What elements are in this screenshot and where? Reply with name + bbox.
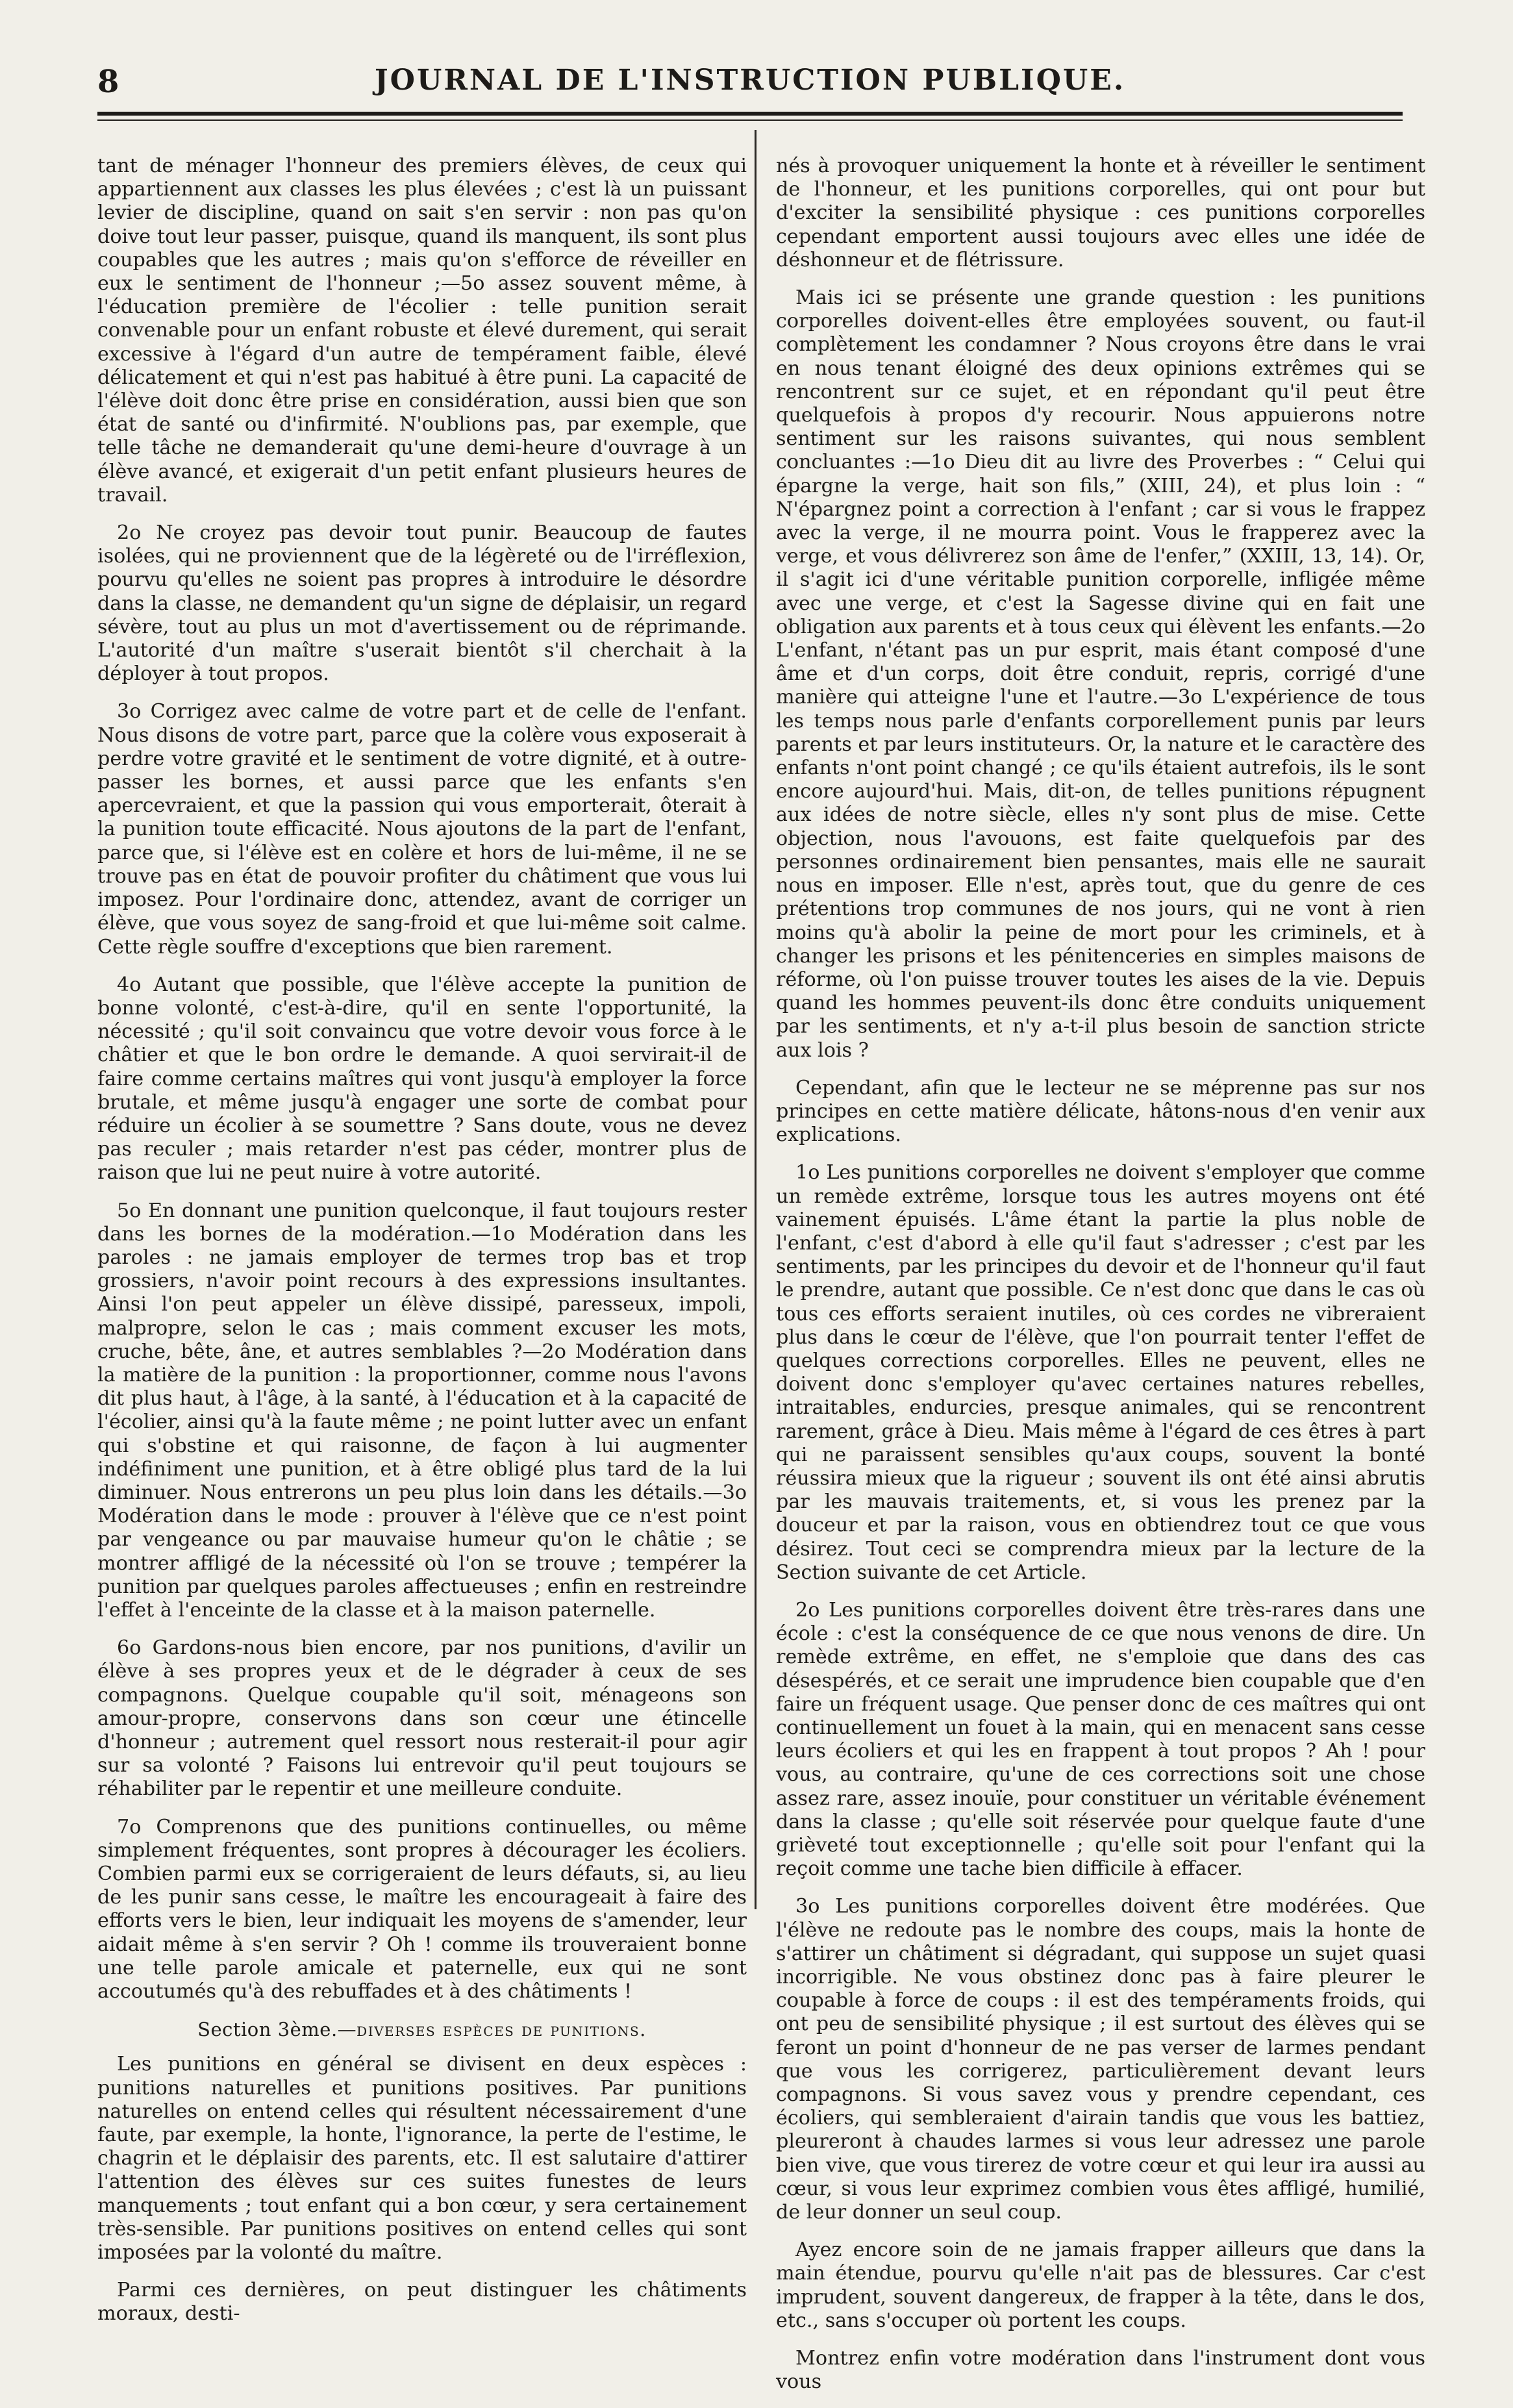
paragraph: 7o Comprenons que des punitions continuelles, ou même simplement fréquentes, sont propres à décourager les écoliers. Combien parmi eux se corrigeraient de leurs défauts, si, au lieu de les punir sans cesse, le maître les encourageait à faire des efforts vers le bien, leur indiquait les moyens de s'amender, leur aidait même à s'en servir ? Oh ! comme ils trouveraient bonne une telle parole amicale et paternelle, eux qui ne sont accoutumés qu'à des rebuffades et à des châtiments ! [97, 1815, 747, 2003]
paragraph: 3o Les punitions corporelles doivent être modérées. Que l'élève ne redoute pas le nombre des coups, mais la honte de s'attirer un châtiment si dégradant, qui suppose un sujet quasi incorrigible. Ne vous obstinez donc pas à faire pleurer le coupable à force de coups : il est des tempéraments froids, qui ont peu de sensibilité physique ; il est surtout des élèves qui se feront un point d'honneur de ne pas verser de larmes pendant que vous les corrigerez, particulièrement devant leurs compagnons. Si vous savez vous y prendre cependant, ces écoliers, qui sembleraient d'airain tandis que vous les battiez, pleureront à chaudes larmes si vous leur adressez une parole bien vive, que vous tirerez de votre cœur et qui leur ira aussi au cœur, si vous leur exprimez combien vous êtes affligé, humilié, de leur donner un seul coup. [776, 1895, 1425, 2224]
paragraph: Parmi ces dernières, on peut distinguer les châtiments moraux, desti- [97, 2279, 747, 2326]
column-divider [755, 130, 756, 1909]
section-subtitle: diverses espèces de punitions. [356, 2018, 647, 2041]
paragraph: 5o En donnant une punition quelconque, il faut toujours rester dans les bornes de la modération.—1o Modération dans les paroles : ne jamais employer de termes trop bas et trop grossiers, n'avoir point recours à des expressions insultantes. Ainsi l'on peut appeler un élève dissipé, paresseux, impoli, malpropre, selon le cas ; mais comment excuser les mots, cruche, bête, âne, et autres semblables ?—2o Modération dans la matière de la punition : la proportionner, comme nous l'avons dit plus haut, à l'âge, à la santé, à l'éducation et à la capacité de l'écolier, ainsi qu'à la faute même ; ne point lutter avec un enfant qui s'obstine et qui raisonne, de façon à lui augmenter indéfiniment une punition, et à être obligé plus tard de la lui diminuer. Nous entrerons un peu plus loin dans les détails.—3o Modération dans le mode : prouver à l'élève que ce n'est point par vengeance ou par mauvaise humeur qu'on le châtie ; se montrer affligé de la nécessité où l'on se trouve ; tempérer la punition par quelques paroles affectueuses ; enfin en restreindre l'effet à l'enceinte de la classe et à la maison paternelle. [97, 1199, 747, 1622]
section-title: Section 3ème.— [197, 2018, 357, 2041]
page-number: 8 [97, 64, 119, 100]
paragraph: 4o Autant que possible, que l'élève accepte la punition de bonne volonté, c'est-à-dire, qu'il en sente l'opportunité, la nécessité ; qu'il soit convaincu que votre devoir vous force à le châtier et que le bon ordre le demande. A quoi servirait-il de faire comme certains maîtres qui vont jusqu'à employer la force brutale, et même jusqu'à engager une sorte de combat pour réduire un écolier à se soumettre ? Sans doute, vous ne devez pas reculer ; mais retarder n'est pas céder, montrer plus de raison que lui ne peut nuire à votre autorité. [97, 973, 747, 1185]
paragraph: Ayez encore soin de ne jamais frapper ailleurs que dans la main étendue, pourvu qu'elle n'ait pas de blessures. Car c'est imprudent, souvent dangereux, de frapper à la tête, dans le dos, etc., sans s'occuper où portent les coups. [776, 2239, 1425, 2332]
header-rule-thin [97, 119, 1403, 121]
left-column [97, 155, 747, 2340]
paragraph: tant de ménager l'honneur des premiers élèves, de ceux qui appartiennent aux classes les plus élevées ; c'est là un puissant levier de discipline, quand on sait s'en servir : non pas qu'on doive tout leur passer, puisque, quand ils manquent, ils sont plus coupables que les autres ; mais qu'on s'efforce de réveiller en eux le sentiment de l'honneur ;—5o assez souvent même, à l'éducation première de l'écolier : telle punition serait convenable pour un enfant robuste et élevé durement, qui serait excessive à l'égard d'un autre de tempérament faible, élevé délicatement et qui n'est pas habitué à être puni. La capacité de l'élève doit donc être prise en considération, aussi bien que son état de santé ou d'infirmité. N'oublions pas, par exemple, que telle tâche ne demanderait qu'une demi-heure d'ouvrage à un élève avancé, et exigerait d'un petit enfant plusieurs heures de travail. [97, 155, 747, 507]
paragraph: 2o Ne croyez pas devoir tout punir. Beaucoup de fautes isolées, qui ne proviennent que de la légèreté ou de l'irréflexion, pourvu qu'elles ne soient pas propres à introduire le désordre dans la classe, ne demandent qu'un signe de déplaisir, un regard sévère, tout au plus un mot d'avertissement ou de réprimande. L'autorité d'un maître s'userait bientôt s'il cherchait à la déployer à tout propos. [97, 521, 747, 686]
paragraph: 3o Corrigez avec calme de votre part et de celle de l'enfant. Nous disons de votre part, parce que la colère vous exposerait à perdre votre gravité et le sentiment de votre dignité, et à outre-passer les bornes, et aussi parce que les enfants s'en apercevraient, et que la passion qui vous emporterait, ôterait à la punition toute efficacité. Nous ajoutons de la part de l'enfant, parce que, si l'élève est en colère et hors de lui-même, il ne se trouve pas en état de pouvoir profiter du châtiment que vous lui imposez. Pour l'ordinaire donc, attendez, avant de corriger un élève, que vous soyez de sang-froid et que lui-même soit calme. Cette règle souffre d'exceptions que bien rarement. [97, 700, 747, 959]
page-header [97, 64, 1403, 109]
paragraph: 2o Les punitions corporelles doivent être très-rares dans une école : c'est la conséquence de ce que nous venons de dire. Un remède extrême, en effet, ne s'emploie que dans des cas désespérés, et ce serait une imprudence bien coupable que d'en faire un fréquent usage. Que penser donc de ces maîtres qui ont continuellement un fouet à la main, qui en menacent sans cesse leurs écoliers et qui les en frappent à tout propos ? Ah ! pour vous, au contraire, qu'une de ces corrections soit une chose assez rare, assez inouïe, pour constituer un véritable événement dans la classe ; qu'elle soit réservée pour quelque faute d'une grièveté tout exceptionnelle ; qu'elle soit pour l'enfant qui la reçoit comme une tache bien difficile à effacer. [776, 1598, 1425, 1881]
paragraph: Les punitions en général se divisent en deux espèces : punitions naturelles et punitions positives. Par punitions naturelles on entend celles qui résultent nécessairement d'une faute, par exemple, la honte, l'ignorance, la perte de l'estime, le chagrin et le déplaisir des parents, etc. Il est salutaire d'attirer l'attention des élèves sur ces suites funestes de leurs manquements ; tout enfant qui a bon cœur, y sera certainement très-sensible. Par punitions positives on entend celles qui sont imposées par la volonté du maître. [97, 2053, 747, 2264]
section-heading [97, 2018, 747, 2041]
paragraph: Mais ici se présente une grande question : les punitions corporelles doivent-elles être employées souvent, ou faut-il complètement les condamner ? Nous croyons être dans le vrai en nous tenant éloigné des deux opinions extrêmes qui se rencontrent sur ce sujet, et en répondant qu'il peut être quelquefois à propos d'y recourir. Nous appuierons notre sentiment sur les raisons suivantes, qui nous semblent concluantes :—1o Dieu dit au livre des Proverbes : “ Celui qui épargne la verge, hait son fils,” (XIII, 24), et plus loin : “ N'épargnez point a correction à l'enfant ; car si vous le frappez avec la verge, il ne mourra point. Vous le frapperez avec la verge, et vous délivrerez son âme de l'enfer,” (XXIII, 13, 14). Or, il s'agit ici d'une véritable punition corporelle, infligée même avec une verge, et c'est la Sagesse divine qui en fait une obligation aux parents et à tous ceux qui élèvent les enfants.—2o L'enfant, n'étant pas un pur esprit, mais étant composé d'une âme et d'un corps, doit être conduit, repris, corrigé d'une manière qui atteigne l'une et l'autre.—3o L'expérience de tous les temps nous parle d'enfants corporellement punis par leurs parents et par leurs instituteurs. Or, la nature et le caractère des enfants n'ont point changé ; ce qu'ils étaient autrefois, ils le sont encore aujourd'hui. Mais, dit-on, de telles punitions répugnent aux idées de notre siècle, elles n'y sont plus de mise. Cette objection, nous l'avouons, est faite quelquefois par des personnes ordinairement bien pensantes, mais elle ne saurait nous en imposer. Elle n'est, après tout, que du genre de ces prétentions trop communes de nos jours, qui ne vont à rien moins qu'à abolir la peine de mort pour les criminels, et à changer les prisons et les pénitenceries en simples maisons de réforme, où l'on puisse trouver toutes les aises de la vie. Depuis quand les hommes peuvent-ils donc être conduits uniquement par les sentiments, et n'y a-t-il plus besoin de sanction stricte aux lois ? [776, 286, 1425, 1062]
journal-title: JOURNAL DE L'INSTRUCTION PUBLIQUE. [374, 64, 1126, 97]
right-column [776, 155, 1425, 2408]
paragraph: nés à provoquer uniquement la honte et à réveiller le sentiment de l'honneur, et les punitions corporelles, qui ont pour but d'exciter la sensibilité physique : ces punitions corporelles cependant emportent aussi toujours avec elles une idée de déshonneur et de flétrissure. [776, 155, 1425, 271]
paragraph: Cependant, afin que le lecteur ne se méprenne pas sur nos principes en cette matière délicate, hâtons-nous d'en venir aux explications. [776, 1076, 1425, 1147]
paragraph: 1o Les punitions corporelles ne doivent s'employer que comme un remède extrême, lorsque tous les autres moyens ont été vainement épuisés. L'âme étant la partie la plus noble de l'enfant, c'est d'abord à elle qu'il faut s'adresser ; c'est par les sentiments, par les principes du devoir et de l'honneur qu'il faut le prendre, autant que possible. Ce n'est donc que dans le cas où tous ces efforts seraient inutiles, où ces cordes ne vibreraient plus dans le cœur de l'élève, que l'on pourrait tenter l'effet de quelques corrections corporelles. Elles ne peuvent, elles ne doivent donc s'employer qu'avec certaines natures rebelles, intraitables, endurcies, presque animales, qui se rencontrent rarement, grâce à Dieu. Mais même à l'égard de ces êtres à part qui ne paraissent sensibles qu'aux coups, souvent la bonté réussira mieux que la rigueur ; souvent ils ont été ainsi abrutis par les mauvais traitements, et, si vous les prenez par la douceur et par la raison, vous en obtiendrez tout ce que vous désirez. Tout ceci se comprendra mieux par la lecture de la Section suivante de cet Article. [776, 1161, 1425, 1584]
paragraph: Montrez enfin votre modération dans l'instrument dont vous vous [776, 2347, 1425, 2394]
header-rule-thick [97, 112, 1403, 116]
paragraph: 6o Gardons-nous bien encore, par nos punitions, d'avilir un élève à ses propres yeux et de le dégrader à ceux de ses compagnons. Quelque coupable qu'il soit, ménageons son amour-propre, conservons dans son cœur une étincelle d'honneur ; autrement quel ressort nous resterait-il pour agir sur sa volonté ? Faisons lui entrevoir qu'il peut toujours se réhabiliter par le repentir et une meilleure conduite. [97, 1637, 747, 1801]
